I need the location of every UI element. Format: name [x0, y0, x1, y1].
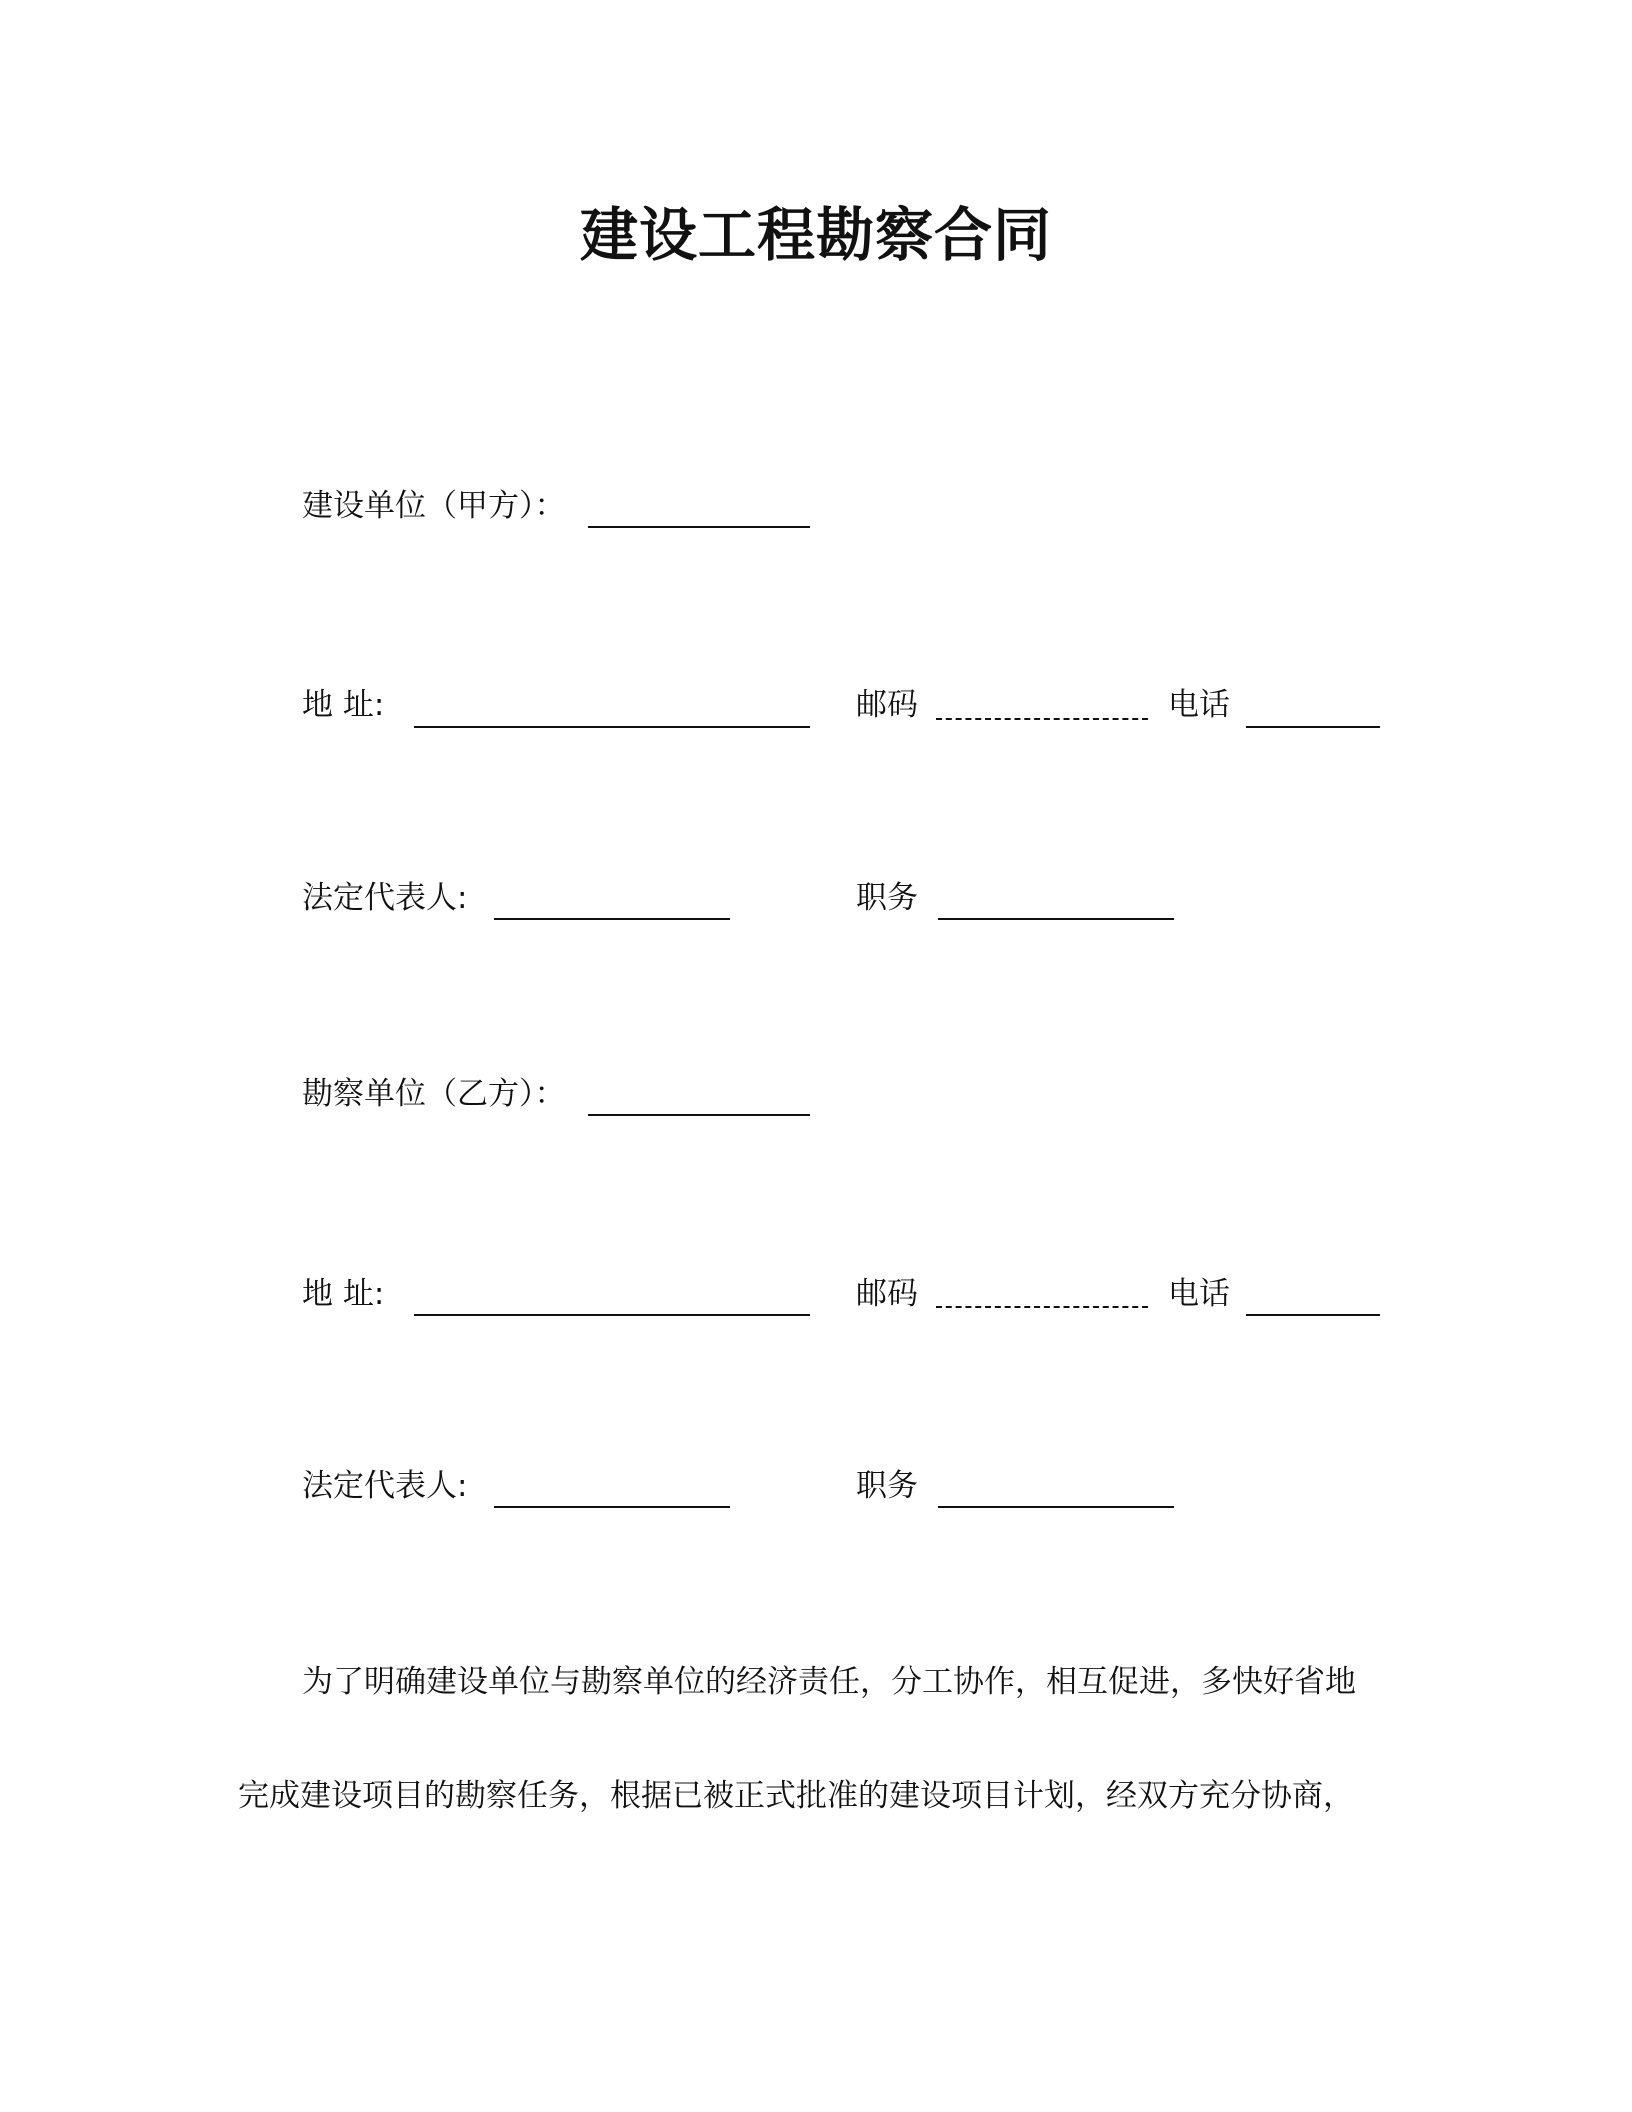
party-b-address-label: 地 址: [302, 1276, 385, 1312]
preamble-line-1: 为了明确建设单位与勘察单位的经济责任，分工协作，相互促进，多快好省地 [302, 1664, 1356, 1700]
party-b-phone-label: 电话 [1168, 1276, 1230, 1312]
preamble-line-2: 完成建设项目的勘察任务，根据已被正式批准的建设项目计划，经双方充分协商， [238, 1778, 1354, 1814]
party-b-rep-field[interactable] [494, 1506, 730, 1508]
party-a-position-label: 职务 [856, 880, 918, 916]
party-a-address-field[interactable] [414, 726, 810, 728]
party-b-rep-label: 法定代表人: [302, 1468, 468, 1504]
party-a-rep-field[interactable] [494, 918, 730, 920]
party-a-phone-label: 电话 [1168, 687, 1230, 723]
party-b-postcode-field[interactable] [936, 1306, 1148, 1308]
party-b-postcode-label: 邮码 [856, 1276, 918, 1312]
party-a-unit-field[interactable] [588, 526, 810, 528]
party-b-position-field[interactable] [938, 1506, 1174, 1508]
party-a-rep-label: 法定代表人: [302, 880, 468, 916]
party-b-address-field[interactable] [414, 1314, 810, 1316]
party-a-position-field[interactable] [938, 918, 1174, 920]
party-a-postcode-label: 邮码 [856, 687, 918, 723]
party-b-phone-field[interactable] [1246, 1314, 1380, 1316]
party-a-unit-label: 建设单位（甲方）： [302, 488, 566, 524]
party-a-postcode-field[interactable] [936, 718, 1148, 720]
party-b-position-label: 职务 [856, 1468, 918, 1504]
party-b-unit-label: 勘察单位（乙方）： [302, 1076, 566, 1112]
party-a-phone-field[interactable] [1246, 726, 1380, 728]
document-title: 建设工程勘察合同 [579, 201, 1052, 269]
party-b-unit-field[interactable] [588, 1114, 810, 1116]
party-a-address-label: 地 址: [302, 687, 385, 723]
